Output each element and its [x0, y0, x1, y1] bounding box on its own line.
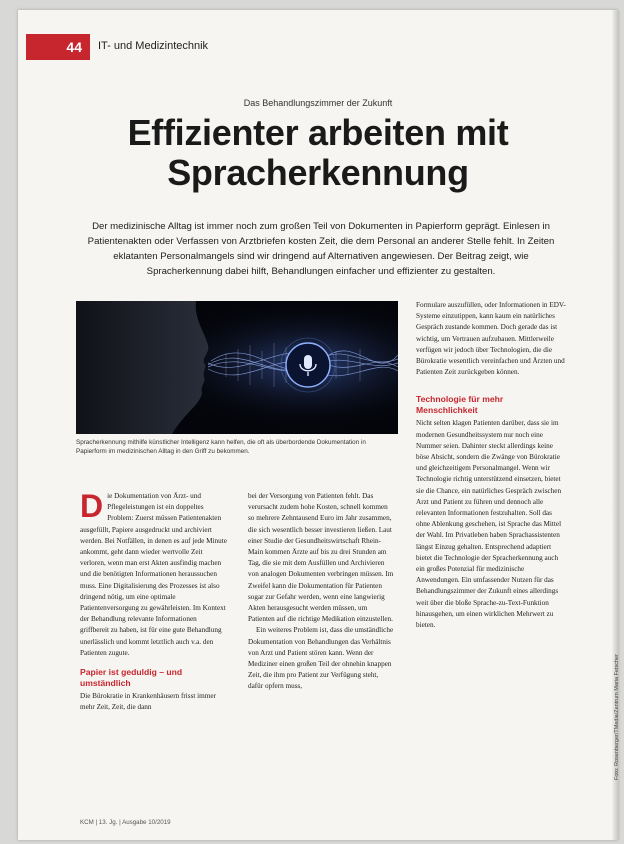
- article-image: [76, 301, 398, 434]
- text-column-3: [416, 300, 566, 631]
- drop-cap: D: [80, 488, 104, 524]
- headline-line-2: Spracherkennung: [167, 152, 469, 193]
- text-column-1: [80, 488, 227, 713]
- article-headline: [18, 113, 618, 193]
- magazine-page: [18, 10, 618, 840]
- paragraph-text: ie Dokumentation von Ärzt- und Pflegeleistungen ist ein doppeltes Problem: Zuerst müssen Patientenakten ausgefüllt, Papiere ausgedruckt und archiviert werden. Bei Notfällen, in denen es auf jede Minute ankommt, geht dann wieder wertvolle Zeit verloren, wenn man erst Akten ausfindig machen und die benötigten Informationen heraussuchen muss. Eine Digitalisierung des Prozesses ist also dringend nötig, um eine optimale Patientenversorgung zu gewährleisten. Im Kontext der Behandlung relevante Informationen griffbereit zu haben, ist für eine gute Behandlung unerlässlich und kommt letztlich auch v.a. den Patienten zugute.: [80, 492, 227, 657]
- paragraph: Die Bürokratie in Krankenhäusern frisst immer mehr Zeit, Zeit, die dann: [80, 692, 216, 712]
- text-column-2: [248, 491, 395, 693]
- page-header: [26, 34, 326, 60]
- photo-credit: Foto: Rosenberger/TMedia/Zentrum Maria Fetscher: [614, 654, 620, 780]
- page-number: 44: [26, 34, 90, 60]
- voice-wave-illustration: [76, 301, 398, 434]
- image-caption: Spracherkennung mithilfe künstlicher Intelligenz kann helfen, die oft als überbordende Dokumentation in Papierform im medizinischen Alltag in den Griff zu bekommen.: [76, 439, 366, 455]
- paragraph: bei der Versorgung von Patienten fehlt. Das verursacht zudem hohe Kosten, schnell kommen so mehrere Zehntausend Euro im Jahr zusammen, die sich wesentlich besser investieren ließen. Laut einer Studie der Gesundheitswirtschaft Rhein-Main kommen Ärzte auf bis zu drei Stunden am Tag, die sie mit dem Ausfüllen und Archivieren von analogen Dokumenten verbringen müssen. Im Zweifel kann die Dokumentation für Patienten sogar zur Gefahr werden, wenn eine langwierig Akten herausgesucht werden müssen, um Patienten auf die richtige Medikation einzustellen.: [248, 492, 394, 624]
- section-title: IT- und Medizintechnik: [98, 40, 209, 52]
- paragraph: [80, 488, 227, 659]
- article-lead: Der medizinische Alltag ist immer noch zum großen Teil von Dokumenten in Papierform geprägt. Einlesen in Patientenakten oder Verfassen von Arztbriefen kosten Zeit, die dem Personal an anderer Stelle fehlt. In Zeiten eklatanten Personalmangels sind wir dringend auf Alternativen angewiesen. Der Beitrag zeigt, wie Spracherkennung dabei hilft, Behandlungen einfacher und effizienter zu gestalten.: [87, 221, 555, 277]
- paragraph: Ein weiteres Problem ist, dass die umständliche Dokumentation von Behandlungen das Verhältnis von Arzt und Patient stören kann. Wenn der Mediziner einen großen Teil der ohnehin knappen Zeit, die ihm pro Patient zur Verfügung steht, dafür opfern muss,: [248, 626, 394, 691]
- subheading: Papier ist geduldig – und umständlich: [80, 667, 183, 689]
- article-kicker: Das Behandlungszimmer der Zukunft: [243, 98, 393, 108]
- headline-line-1: Effizienter arbeiten mit: [127, 112, 509, 153]
- paragraph: Formulare auszufüllen, oder Informationen in EDV-Systeme einzutippen, kann kaum ein natürliches Gespräch zustande kommen. Doch gerade das ist wichtig, um Vertrauen aufzubauen. Mittlerweile verfügen wir jedoch über Technologien, die die Bürokratie wesentlich vereinfachen und Ärzten und Patienten Zeit zurückgeben können.: [416, 301, 566, 377]
- paragraph: Nicht selten klagen Patienten darüber, dass sie im modernen Gesundheitssystem nur noch eine Nummer seien. Dahinter steckt allerdings keine böse Absicht, sondern die Zwänge von Bürokratie und gleichzeitigem Personalmangel. Wenn wir Technologie richtig unterstützend einsetzen, bietet sie die Chance, ein natürliches Gespräch zwischen Arzt und Patient zu führen und dennoch alle relevanten Informationen festzuhalten. Soll das ohne Ablenkung geschehen, ist Sprache das Mittel der Wahl. Im Privatleben haben Sprachassistenten längst Einzug gehalten. Entsprechend adaptiert bietet die Technologie der Spracherkennung auch ein großes Potenzial für medizinische Anwendungen. Ein umfassender Nutzen für das Behandlungszimmer der Zukunft eines allerdings weit über die bloße Sprache-zu-Text-Funktion hinausgehen, um einen wirklichen Mehrwert zu bieten.: [416, 419, 562, 630]
- subheading: Technologie für mehr Menschlichkeit: [416, 394, 504, 416]
- page-footer: KCM | 13. Jg. | Ausgabe 10/2019: [80, 819, 171, 826]
